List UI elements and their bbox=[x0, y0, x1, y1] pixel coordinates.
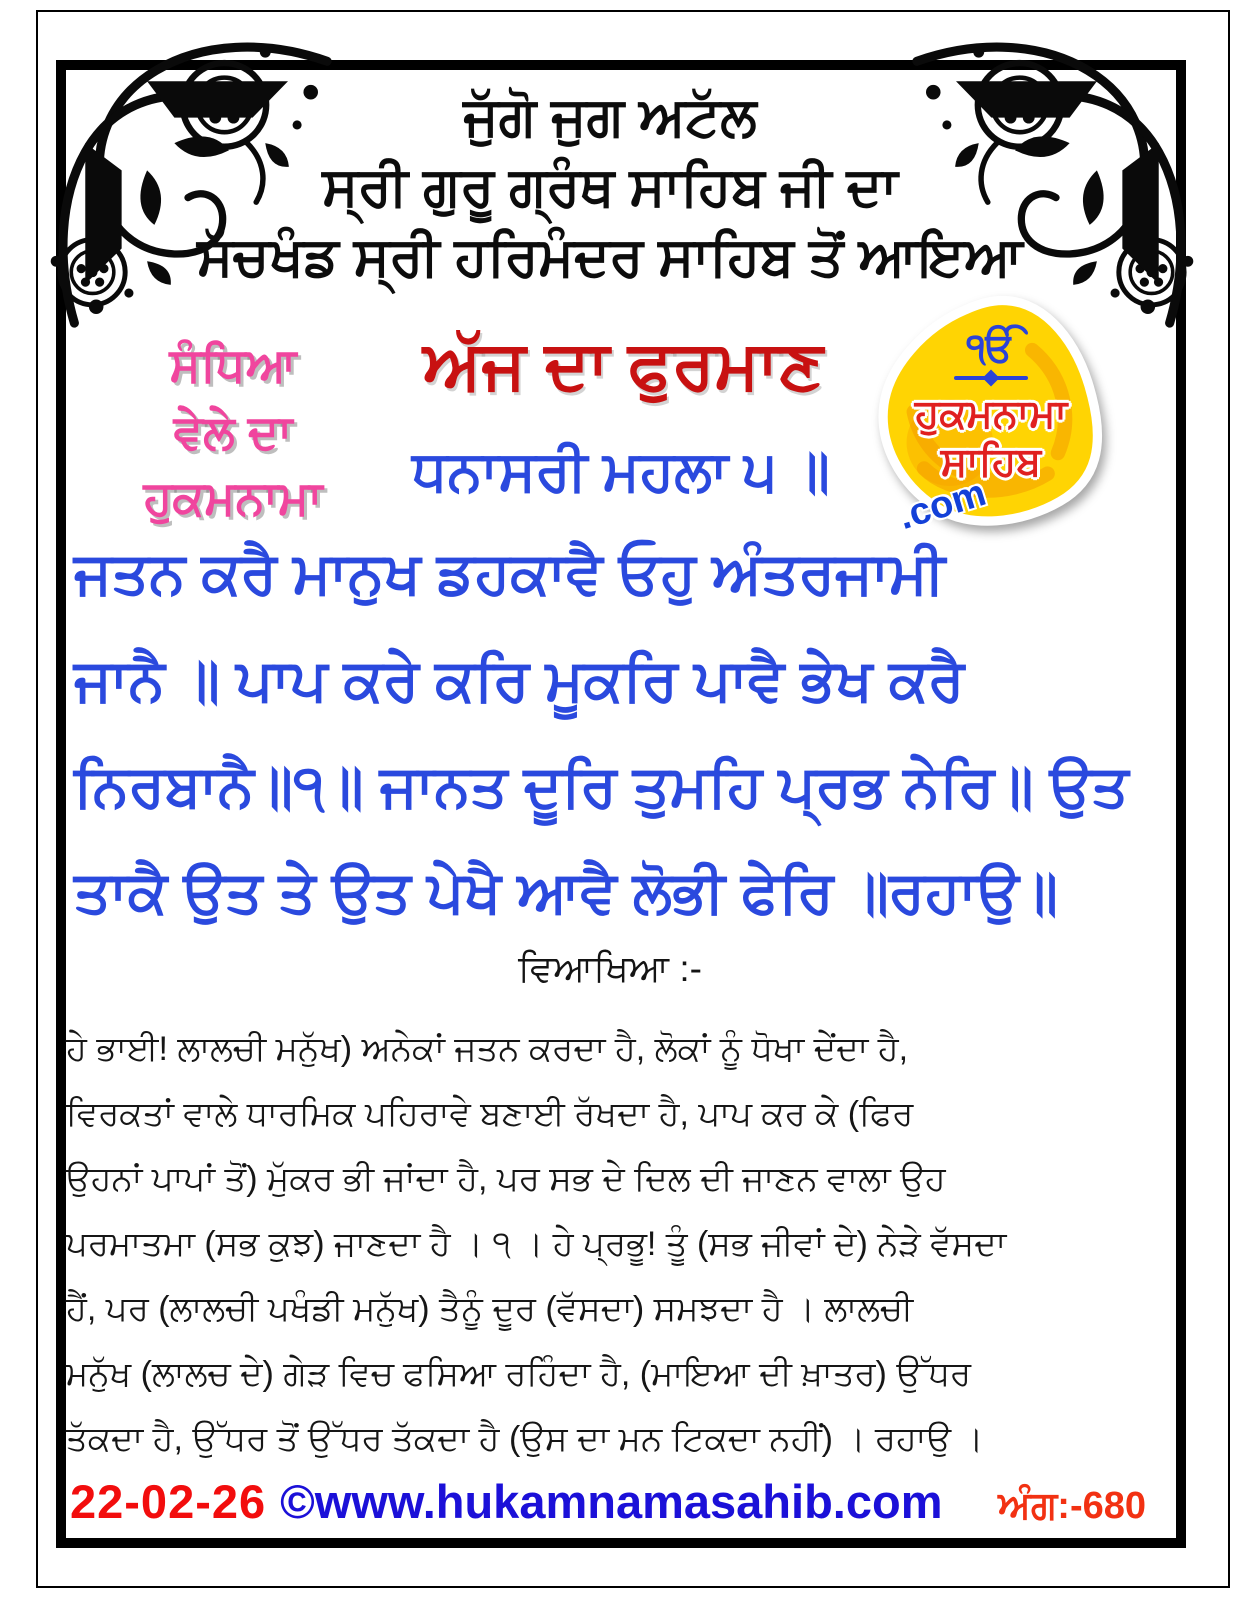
viakhia-line-5: ਹੈਂ, ਪਰ (ਲਾਲਚੀ ਪਖੰਡੀ ਮਨੁੱਖ) ਤੈਨੂੰ ਦੂਰ (ਵੱਸਦਾ) ਸਮਝਦਾ ਹੈ । ਲਾਲਚੀ bbox=[66, 1290, 914, 1328]
logo-ornament-rule bbox=[954, 376, 1028, 380]
raag-line: ਧਨਾਸਰੀ ਮਹਲਾ ੫ ॥ bbox=[412, 439, 830, 502]
viakhia-line-6: ਮਨੁੱਖ (ਲਾਲਚ ਦੇ) ਗੇੜ ਵਿਚ ਫਸਿਆ ਰਹਿੰਦਾ ਹੈ, (ਮਾਇਆ ਦੀ ਖ਼ਾਤਰ) ਉੱਧਰ bbox=[66, 1355, 972, 1393]
logo-domain-suffix: .com bbox=[893, 471, 991, 539]
shabad-line-4: ਤਾਕੈ ਉਤ ਤੇ ਉਤ ਪੇਖੈ ਆਵੈ ਲੋਭੀ ਫੇਰਿ ॥ਰਹਾਉ॥ bbox=[74, 860, 1059, 925]
footer-website-link[interactable]: ©www.hukamnamasahib.com bbox=[280, 1475, 943, 1528]
page-title: ਅੱਜ ਦਾ ਫੁਰਮਾਣ bbox=[422, 327, 824, 403]
time-label-line-1: ਸੰਧਿਆ bbox=[169, 338, 297, 391]
site-logo[interactable] bbox=[852, 288, 1130, 546]
viakhia-line-1: ਹੇ ਭਾਈ! ਲਾਲਚੀ ਮਨੁੱਖ) ਅਨੇਕਾਂ ਜਤਨ ਕਰਦਾ ਹੈ, ਲੋਕਾਂ ਨੂੰ ਧੋਖਾ ਦੇਂਦਾ ਹੈ, bbox=[66, 1030, 909, 1068]
footer-ang-number: ਅੰਗ:-680 bbox=[998, 1485, 1146, 1527]
time-label bbox=[108, 332, 358, 532]
viakhia-heading: ਵਿਆਖਿਆ :- bbox=[518, 948, 702, 989]
time-label-line-3: ਹੁਕਮਨਾਮਾ bbox=[143, 471, 323, 525]
footer-date: 22-02-26 bbox=[70, 1475, 267, 1528]
viakhia-line-3: ਉਹਨਾਂ ਪਾਪਾਂ ਤੋਂ) ਮੁੱਕਰ ਭੀ ਜਾਂਦਾ ਹੈ, ਪਰ ਸਭ ਦੇ ਦਿਲ ਦੀ ਜਾਣਨ ਵਾਲਾ ਉਹ bbox=[66, 1160, 946, 1198]
header-line-2: ਸ੍ਰੀ ਗੁਰੂ ਗ੍ਰੰਥ ਸਾਹਿਬ ਜੀ ਦਾ bbox=[322, 157, 898, 217]
viakhia-line-4: ਪਰਮਾਤਮਾ (ਸਭ ਕੁਝ) ਜਾਣਦਾ ਹੈ । ੧ । ਹੇ ਪ੍ਰਭੂ! ਤੂੰ (ਸਭ ਜੀਵਾਂ ਦੇ) ਨੇੜੇ ਵੱਸਦਾ bbox=[66, 1225, 1007, 1263]
footer bbox=[70, 1474, 1146, 1529]
shabad-line-3: ਨਿਰਬਾਨੈ॥੧॥ ਜਾਨਤ ਦੂਰਿ ਤੁਮਹਿ ਪ੍ਰਭ ਨੇਰਿ॥ ਉਤ bbox=[74, 754, 1129, 819]
logo-text-line-1: ਹੁਕਮਨਾਮਾ bbox=[914, 392, 1068, 436]
time-label-line-2: ਵੇਲੇ ਦਾ bbox=[173, 404, 293, 458]
ik-onkar-icon: ੴ bbox=[966, 326, 1016, 370]
shabad-line-2: ਜਾਨੈ ॥ ਪਾਪ ਕਰੇ ਕਰਿ ਮੂਕਰਿ ਪਾਵੈ ਭੇਖ ਕਰੈ bbox=[74, 648, 965, 713]
shabad-line-1: ਜਤਨ ਕਰੈ ਮਾਨੁਖ ਡਹਕਾਵੈ ਓਹੁ ਅੰਤਰਜਾਮੀ bbox=[74, 541, 946, 606]
viakhia-line-2: ਵਿਰਕਤਾਂ ਵਾਲੇ ਧਾਰਮਿਕ ਪਹਿਰਾਵੇ ਬਣਾਈ ਰੱਖਦਾ ਹੈ, ਪਾਪ ਕਰ ਕੇ (ਫਿਰ bbox=[66, 1095, 914, 1133]
header-line-3: ਸੱਚਖੰਡ ਸ੍ਰੀ ਹਰਿਮੰਦਰ ਸਾਹਿਬ ਤੋਂ ਆਇਆ bbox=[197, 227, 1023, 287]
header-line-1: ਜੁੱਗੋ ਜੁਗ ਅਟੱਲ bbox=[463, 87, 757, 147]
viakhia-line-7: ਤੱਕਦਾ ਹੈ, ਉੱਧਰ ਤੋਂ ਉੱਧਰ ਤੱਕਦਾ ਹੈ (ਉਸ ਦਾ ਮਨ ਟਿਕਦਾ ਨਹੀਂ) । ਰਹਾਉ । bbox=[66, 1420, 984, 1458]
logo-text-line-2: ਸਾਹਿਬ bbox=[940, 440, 1042, 484]
